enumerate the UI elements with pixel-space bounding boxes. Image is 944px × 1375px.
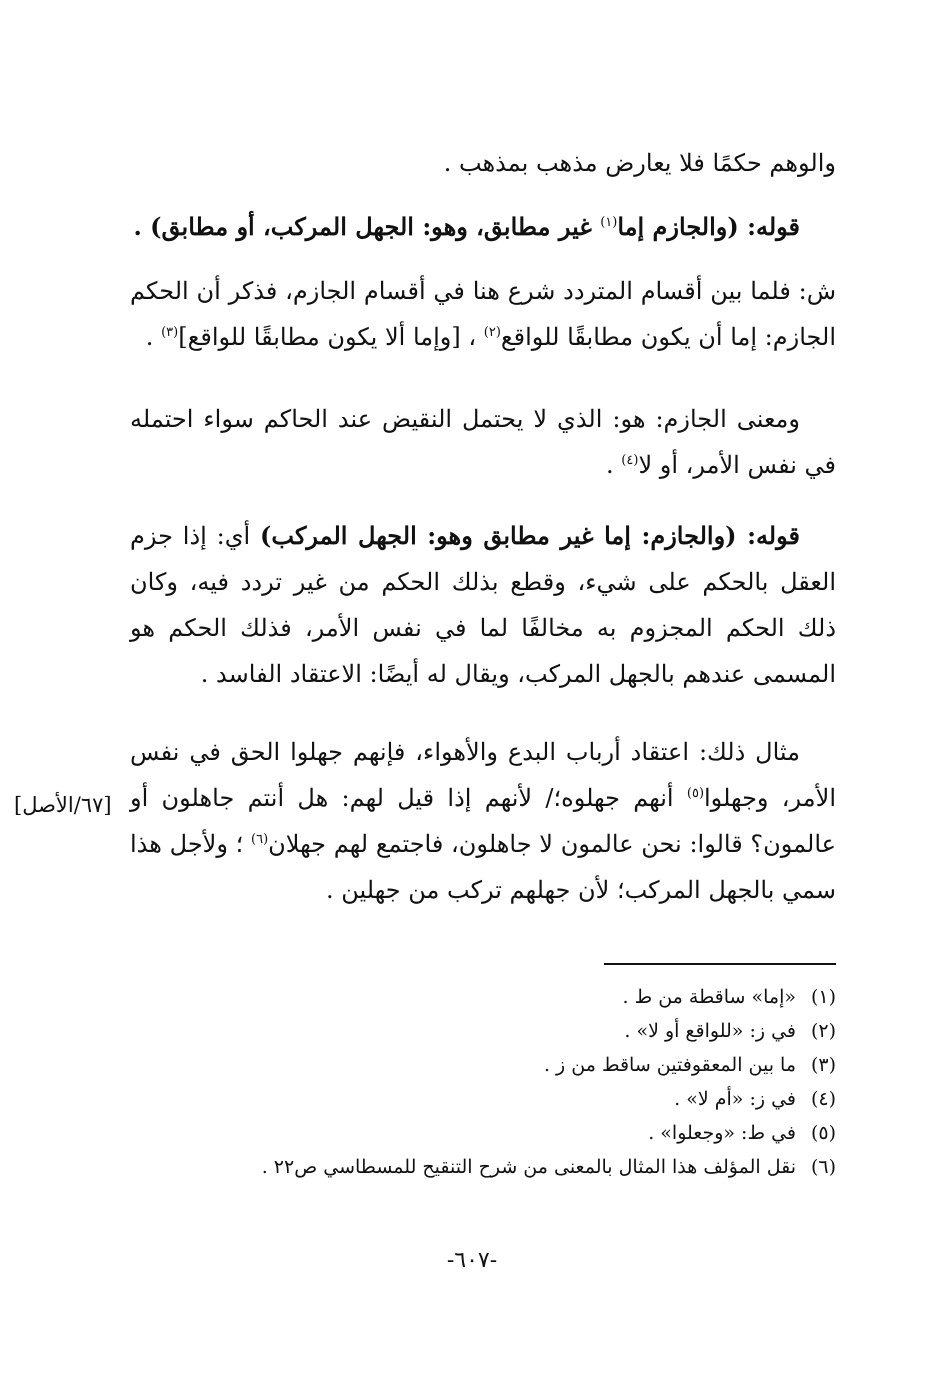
body-text: أنهم جهلوه؛/ لأنهم إذا قيل لهم: هل أنتم جاهلون أو عالمون؟ قالوا: نحن عالمون لا جاهلون، فاجتمع لهم جهلان xyxy=(130,784,837,858)
footnotes-section xyxy=(130,980,836,1184)
footnote-text: في ط: «وجعلوا» . xyxy=(648,1122,796,1144)
margin-reference-note: [٦٧/الأصل] xyxy=(14,793,112,817)
footnote-marker: (١) xyxy=(600,215,618,230)
page-number: -٦٠٧- xyxy=(446,1248,498,1273)
paragraph xyxy=(130,140,836,186)
footnote-text: في ز: «أم لا» . xyxy=(674,1088,796,1110)
body-text: ؛ ولأجل هذا سمي بالجهل المركب؛ لأن جهلهم تركب من جهلين . xyxy=(130,830,836,904)
body-text: ، [وإما ألا يكون مطابقًا للواقع] xyxy=(178,323,484,351)
paragraph-block xyxy=(130,140,836,186)
paragraph-block xyxy=(130,204,836,250)
paragraph-block xyxy=(130,513,836,697)
footnote-separator xyxy=(604,963,836,965)
footnote-number: (٦) xyxy=(810,1156,836,1178)
body-text: . xyxy=(606,451,622,479)
quoted-text: غير مطابق، وهو: الجهل المركب، أو مطابق) . xyxy=(133,212,601,241)
body-text: مثال ذلك: اعتقاد أرباب البدع والأهواء، فإنهم جهلوا الحق في نفس الأمر، وجهلوا xyxy=(130,738,836,812)
footnote-number: (٣) xyxy=(810,1054,836,1076)
footnote-item xyxy=(130,1116,836,1150)
paragraph xyxy=(130,268,836,360)
body-text: . xyxy=(145,323,162,351)
footnote-text: في ز: «للواقع أو لا» . xyxy=(624,1020,796,1042)
footnote-number: (٥) xyxy=(810,1122,836,1144)
footnote-item xyxy=(130,1150,836,1184)
body-text: والوهم حكمًا فلا يعارض مذهب بمذهب . xyxy=(443,149,836,177)
footnote-text: «إما» ساقطة من ط . xyxy=(622,986,796,1008)
footnote-marker: (٥) xyxy=(686,786,705,801)
paragraph-block xyxy=(130,268,836,360)
footnote-text: نقل المؤلف هذا المثال بالمعنى من شرح التنقيح للمسطاسي ص٢٢ . xyxy=(261,1156,796,1178)
footnote-item xyxy=(130,1048,836,1082)
paragraph-block xyxy=(130,729,836,913)
quoted-text: قوله: (والجازم إما xyxy=(617,212,800,241)
footnote-marker: (٣) xyxy=(161,325,179,340)
footnote-item xyxy=(130,1014,836,1048)
paragraph-block xyxy=(130,396,836,488)
body-text: ش: فلما بين أقسام المتردد شرع هنا في أقسام الجازم، فذكر أن الحكم الجازم: إما أن يكون مطابقًا للواقع xyxy=(130,277,836,351)
footnote-item xyxy=(130,1082,836,1116)
paragraph xyxy=(130,729,836,913)
body-text: أي: إذا جزم العقل بالحكم على شيء، وقطع بذلك الحكم من غير تردد فيه، وكان ذلك الحكم المجزوم به مخالفًا لما في نفس الأمر، فذلك الحكم هو المسمى عندهم بالجهل المركب، ويقال له أيضًا: الاعتقاد الفاسد . xyxy=(130,522,836,688)
footnote-text: ما بين المعقوفتين ساقط من ز . xyxy=(543,1054,796,1076)
footnote-item xyxy=(130,980,836,1014)
quoted-text: قوله: (والجازم: إما غير مطابق وهو: الجهل المركب) xyxy=(260,521,800,550)
footnote-number: (٢) xyxy=(810,1020,836,1042)
footnote-number: (٤) xyxy=(810,1088,836,1110)
footnote-marker: (٤) xyxy=(621,453,639,468)
footnote-number: (١) xyxy=(810,986,836,1008)
footnote-marker: (٦) xyxy=(251,832,269,847)
body-text: ومعنى الجازم: هو: الذي لا يحتمل النقيض عند الحاكم سواء احتمله في نفس الأمر، أو لا xyxy=(130,405,836,479)
paragraph xyxy=(130,513,836,697)
paragraph xyxy=(130,396,836,488)
paragraph xyxy=(130,204,836,250)
footnote-marker: (٢) xyxy=(483,325,501,340)
